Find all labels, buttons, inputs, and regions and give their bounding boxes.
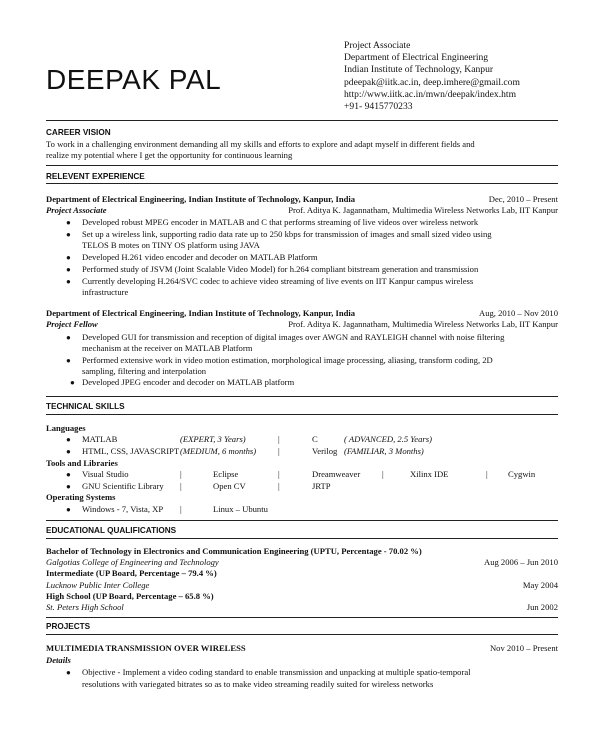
tool-name: JRTP	[312, 481, 331, 491]
career-text: To work in a challenging environment demanding all my skills and efforts to explore and adapt myself in different fields and	[46, 139, 475, 149]
job-bullet: Developed GUI for transmission and reception of digital images over AWGN and RAYLEIGH channel with noise filtering	[82, 332, 505, 342]
bullet-icon: ●	[66, 482, 71, 491]
job-supervisor: Prof. Aditya K. Jagannatham, Multimedia Wireless Networks Lab, IIT Kanpur	[288, 205, 558, 215]
job-bullet: Developed H.261 video encoder and decoder on MATLAB Platform	[82, 252, 318, 262]
degree-date: Aug 2006 – Jun 2010	[483, 557, 558, 567]
bullet-icon: ●	[66, 470, 71, 479]
job-bullet: Developed JPEG encoder and decoder on MATLAB platform	[82, 377, 295, 387]
job-supervisor: Prof. Aditya K. Jagannatham, Multimedia Wireless Networks Lab, IIT Kanpur	[288, 319, 558, 329]
skill-name: Verilog	[312, 446, 338, 456]
separator: |	[278, 434, 280, 444]
skills-os-label: Operating Systems	[46, 492, 116, 502]
job-role: Project Fellow	[46, 319, 98, 329]
separator: |	[180, 504, 182, 514]
job-bullet: Currently developing H.264/SVC codec to achieve video streaming of live events on IIT Kanpur campus wireless	[82, 276, 474, 286]
job-bullet: infrastructure	[82, 287, 129, 297]
job-dates: Dec, 2010 – Present	[488, 194, 558, 204]
job-dates: Aug, 2010 – Nov 2010	[478, 308, 558, 318]
school-name: Lucknow Public Inter College	[46, 580, 150, 590]
job-bullet: sampling, filtering and interpolation	[82, 366, 207, 376]
contact-email[interactable]: pdeepak@iitk.ac.in, deep.imhere@gmail.com	[344, 76, 520, 88]
bullet-icon: ●	[66, 435, 71, 444]
section-heading-education: EDUCATIONAL QUALIFICATIONS	[46, 526, 177, 535]
separator: |	[278, 481, 280, 491]
contact-phone: +91- 9415770233	[344, 101, 413, 113]
separator: |	[278, 446, 280, 456]
tool-name: Open CV	[213, 481, 246, 491]
degree-date: Jun 2002	[526, 602, 558, 612]
job-org: Department of Electrical Engineering, Indian Institute of Technology, Kanpur, India	[46, 194, 356, 204]
divider	[46, 120, 558, 121]
divider	[46, 396, 558, 397]
bullet-icon: ●	[66, 253, 71, 262]
job-bullet: TELOS B motes on TINY OS platform using JAVA	[82, 240, 260, 250]
divider	[46, 183, 558, 184]
tool-name: Cygwin	[508, 469, 536, 479]
skill-name: C	[312, 434, 318, 444]
tool-name: Xilinx IDE	[410, 469, 449, 479]
bullet-icon: ●	[66, 333, 71, 342]
skill-name: MATLAB	[82, 434, 118, 444]
job-bullet: Performed extensive work in video motion estimation, morphological image processing, aliasing, transform coding, 2D	[82, 355, 493, 365]
skills-languages-label: Languages	[46, 423, 86, 433]
section-heading-projects: PROJECTS	[46, 622, 91, 631]
divider	[46, 414, 558, 415]
degree-title: Intermediate (UP Board, Percentage – 79.4 %)	[46, 568, 217, 578]
bullet-icon: ●	[66, 356, 71, 365]
school-name: Galgotias College of Engineering and Technology	[46, 557, 219, 567]
bullet-icon: ●	[66, 265, 71, 274]
divider	[46, 520, 558, 521]
job-bullet: mechanism at the receiver on MATLAB Platform	[82, 343, 253, 353]
tool-name: Dreamweaver	[312, 469, 361, 479]
project-bullet: resolutions with variegated bitrates so as to make video streaming readily suited for wireless networks	[82, 679, 434, 689]
contact-line: Indian Institute of Technology, Kanpur	[344, 64, 494, 76]
contact-block	[344, 40, 520, 113]
os-name: Windows - 7, Vista, XP	[82, 504, 164, 514]
section-heading-career: CAREER VISION	[46, 128, 111, 137]
section-heading-skills: TECHNICAL SKILLS	[46, 402, 125, 411]
degree-title: High School (UP Board, Percentage – 65.8 %)	[46, 591, 214, 601]
separator: |	[382, 469, 384, 479]
skill-level: ( ADVANCED, 2.5 Years)	[344, 434, 432, 444]
degree-date: May 2004	[522, 580, 558, 590]
project-details-label: Details	[46, 655, 71, 665]
divider	[46, 617, 558, 618]
tool-name: Visual Studio	[82, 469, 129, 479]
bullet-icon: ●	[66, 218, 71, 227]
job-bullet: Performed study of JSVM (Joint Scalable Video Model) for h.264 compliant bitstream generation and transmission	[82, 264, 479, 274]
school-name: St. Peters High School	[46, 602, 124, 612]
separator: |	[278, 469, 280, 479]
career-text: realize my potential where I get the opportunity for continuous learning	[46, 150, 293, 160]
separator: |	[180, 469, 182, 479]
separator: |	[180, 481, 182, 491]
contact-line: Project Associate	[344, 40, 411, 51]
degree-title: Bachelor of Technology in Electronics and Communication Engineering (UPTU, Percentage - 70.02 %)	[46, 546, 422, 556]
project-bullet: Objective - Implement a video coding standard to enable transmission and unpacking at multiple spatio-temporal	[82, 667, 471, 677]
job-bullet: Developed robust MPEG encoder in MATLAB and C that performs streaming of live videos over wireless network	[82, 217, 479, 227]
contact-line: Department of Electrical Engineering	[344, 52, 489, 64]
job-org: Department of Electrical Engineering, Indian Institute of Technology, Kanpur, India	[46, 308, 356, 318]
divider	[46, 165, 558, 166]
candidate-name: DEEPAK PAL	[46, 64, 222, 95]
section-heading-experience: RELEVENT EXPERIENCE	[46, 172, 145, 181]
skill-name: HTML, CSS, JAVASCRIPT	[82, 446, 180, 456]
tool-name: GNU Scientific Library	[82, 481, 164, 491]
os-name: Linux – Ubuntu	[213, 504, 268, 514]
skill-level: (FAMILIAR, 3 Months)	[344, 446, 424, 456]
bullet-icon: ●	[70, 378, 75, 387]
divider	[46, 634, 558, 635]
separator: |	[486, 469, 488, 479]
bullet-icon: ●	[66, 668, 71, 677]
skill-level: (MEDIUM, 6 months)	[180, 446, 257, 456]
skills-tools-label: Tools and Libraries	[46, 458, 118, 468]
bullet-icon: ●	[66, 505, 71, 514]
project-dates: Nov 2010 – Present	[489, 643, 558, 653]
bullet-icon: ●	[66, 277, 71, 286]
contact-website[interactable]: http://www.iitk.ac.in/mwn/deepak/index.htm	[344, 88, 517, 100]
skill-level: (EXPERT, 3 Years)	[180, 434, 246, 444]
job-role: Project Associate	[46, 205, 107, 215]
project-title: MULTIMEDIA TRANSMISSION OVER WIRELESS	[46, 643, 246, 653]
bullet-icon: ●	[66, 230, 71, 239]
tool-name: Eclipse	[213, 469, 239, 479]
job-bullet: Set up a wireless link, supporting radio data rate up to 250 kbps for transmission of images and small sized video using	[82, 229, 492, 239]
bullet-icon: ●	[66, 447, 71, 456]
divider	[46, 538, 558, 539]
